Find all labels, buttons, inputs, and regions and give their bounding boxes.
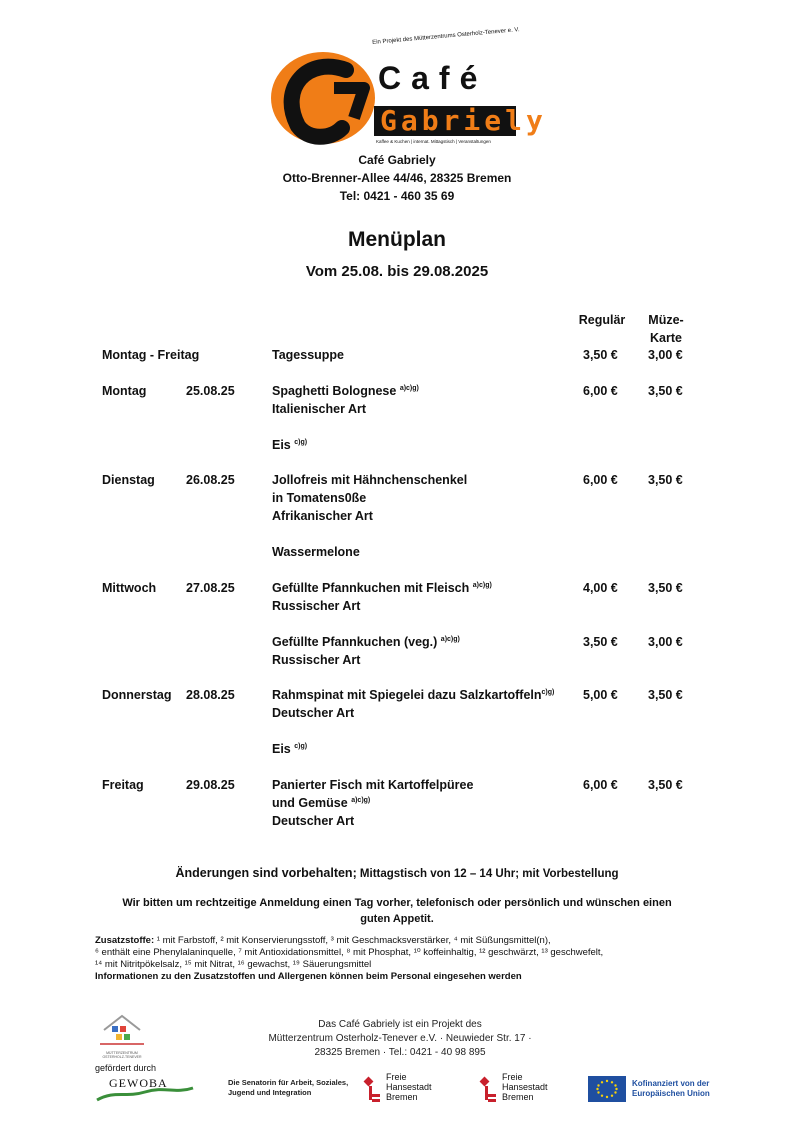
gewoba-logo: GEWOBA (95, 1076, 195, 1104)
house-icon (98, 1012, 146, 1046)
funded-by-label: gefördert durch (95, 1063, 157, 1073)
row-price-regular: 3,50 € (583, 348, 618, 362)
logo-word-cafe: Café (378, 60, 488, 96)
row-date: 27.08.25 (186, 581, 235, 595)
senator-logo: Die Senatorin für Arbeit, Soziales, Jugend und Integration (228, 1078, 349, 1097)
allergen-marker: a)c)g) (440, 636, 460, 643)
allergen-marker: a)c)g) (399, 385, 419, 392)
row-dish-origin: Deutscher Art (272, 814, 355, 828)
row-dish-origin: Deutscher Art (272, 706, 355, 720)
row-day: Donnerstag (102, 688, 172, 702)
row-dish: Gefüllte Pfannkuchen (veg.) $^{a)c)g)}$ (272, 635, 460, 649)
row-day: Dienstag (102, 473, 155, 487)
row-dish-origin: Russischer Art (272, 599, 361, 613)
row-day: Mittwoch (102, 581, 157, 595)
bremen-key-icon (478, 1074, 500, 1108)
bremen-logo-2: Freie Hansestadt Bremen (478, 1072, 568, 1108)
row-dessert: Eis $^{c)g)}$ (272, 438, 308, 452)
row-price-muze: 3,00 € (648, 348, 683, 362)
bremen-logo-1: Freie Hansestadt Bremen (362, 1072, 452, 1108)
row-price-regular: 6,00 € (583, 778, 618, 792)
page-title: Menüplan (348, 228, 446, 251)
row-dish: Gefüllte Pfannkuchen mit Fleisch $^{a)c)g)}$ (272, 581, 492, 595)
row-price-muze: 3,50 € (648, 581, 683, 595)
cafe-logo (268, 27, 547, 150)
header-regular: Regulär (578, 313, 626, 327)
row-dish-line2: und Gemüse $^{a)c)g)}$ (272, 796, 371, 810)
row-dish: Spaghetti Bolognese $^{a)c)g)}$ (272, 384, 419, 398)
row-dish-origin: Afrikanischer Art (272, 509, 373, 523)
header-muze-1: Müze- (648, 313, 684, 327)
logo-circle-icon (268, 48, 378, 148)
changes-note: Änderungen sind vorbehalten; Mittagstisch von 12 – 14 Uhr; mit Vorbestellung (175, 866, 619, 880)
row-price-muze: 3,50 € (648, 384, 683, 398)
cafe-phone: Tel: 0421 - 460 35 69 (339, 189, 455, 203)
row-date: 25.08.25 (186, 384, 235, 398)
row-dish-origin: Italienischer Art (272, 402, 367, 416)
row-price-muze: 3,00 € (648, 635, 683, 649)
bremen-key-icon (362, 1074, 384, 1108)
row-dish: Tagessuppe (272, 348, 345, 362)
eu-logo: Kofinanziert von der Europäischen Union (588, 1076, 728, 1104)
cafe-name: Café Gabriely (358, 153, 436, 167)
footer-text: Das Café Gabriely ist ein Projekt des Mütterzentrum Osterholz-Tenever e.V. · Neuwieder Str. 17 · 28325 Bremen · Tel.: 0421 - 40 98 895 (268, 1019, 532, 1058)
row-price-regular: 5,00 € (583, 688, 618, 702)
logo-subtitle: Kaffee & Kuchen | internat. Mittagstisch | Veranstaltungen (376, 139, 491, 144)
logo-tagline: Ein Projekt des Mütterzentrums Osterholz-Tenever e. V. (372, 27, 520, 46)
allergen-marker: c)g) (294, 743, 308, 750)
row-dish: Rahmspinat mit Spiegelei dazu Salzkartoffeln$^{c)g)}$ (272, 688, 555, 702)
row-price-regular: 4,00 € (583, 581, 618, 595)
row-dish-line2: in Tomatens0ße (272, 491, 367, 505)
logo-word-gabriely: Gabriely (380, 104, 547, 137)
row-dessert: Eis $^{c)g)}$ (272, 742, 308, 756)
row-price-muze: 3,50 € (648, 688, 683, 702)
allergen-marker: c)g) (541, 689, 555, 696)
eu-flag-icon (588, 1076, 626, 1102)
allergen-marker: a)c)g) (472, 582, 492, 589)
row-price-muze: 3,50 € (648, 473, 683, 487)
row-dish: Panierter Fisch mit Kartoffelpüree (272, 778, 474, 792)
gewoba-wave-icon (95, 1076, 195, 1104)
row-price-regular: 3,50 € (583, 635, 618, 649)
row-price-regular: 6,00 € (583, 473, 618, 487)
row-price-regular: 6,00 € (583, 384, 618, 398)
cafe-street: Otto-Brenner-Allee 44/46, 28325 Bremen (282, 171, 512, 185)
row-day: Freitag (102, 778, 144, 792)
row-day: Montag (102, 384, 147, 398)
allergen-marker: a)c)g) (351, 797, 371, 804)
row-date: 26.08.25 (186, 473, 235, 487)
row-date: 29.08.25 (186, 778, 235, 792)
page-subtitle: Vom 25.08. bis 29.08.2025 (305, 263, 489, 280)
row-day: Montag - Freitag (102, 348, 200, 362)
row-dish-origin: Russischer Art (272, 653, 361, 667)
row-dessert: Wassermelone (272, 545, 360, 559)
header-muze-2: Karte (650, 331, 682, 345)
muetterzentrum-logo: MÜTTERZENTRUM OSTERHOLZ-TENEVER (98, 1012, 146, 1054)
row-dish: Jollofreis mit Hähnchenschenkel (272, 473, 468, 487)
row-price-muze: 3,50 € (648, 778, 683, 792)
allergen-marker: c)g) (294, 439, 308, 446)
row-date: 28.08.25 (186, 688, 235, 702)
additives-list: Zusatzstoffe: ¹ mit Farbstoff, ² mit Konservierungsstoff, ³ mit Geschmacksverstärker, ⁴ mit Süßungsmittel(n), ⁶ enthält eine Phenylalaninquelle, ⁷ mit Antioxidationsmittel, ⁸ mit Phosphat, ¹⁰ koffeinhaltig, ¹² geschwärzt, ¹³ geschwefelt, ¹⁴ mit Nitritpökelsalz, ¹⁵ mit Nitrat, ¹⁶ gewachst, ¹⁹ Säuerungsmittel Informationen zu den Zusatzstoffen und Allergenen können beim Personal eingesehen werden (95, 935, 604, 982)
request-note: Wir bitten um rechtzeitige Anmeldung einen Tag vorher, telefonisch oder persönlich und wünschen einen guten Appetit. (122, 897, 672, 925)
